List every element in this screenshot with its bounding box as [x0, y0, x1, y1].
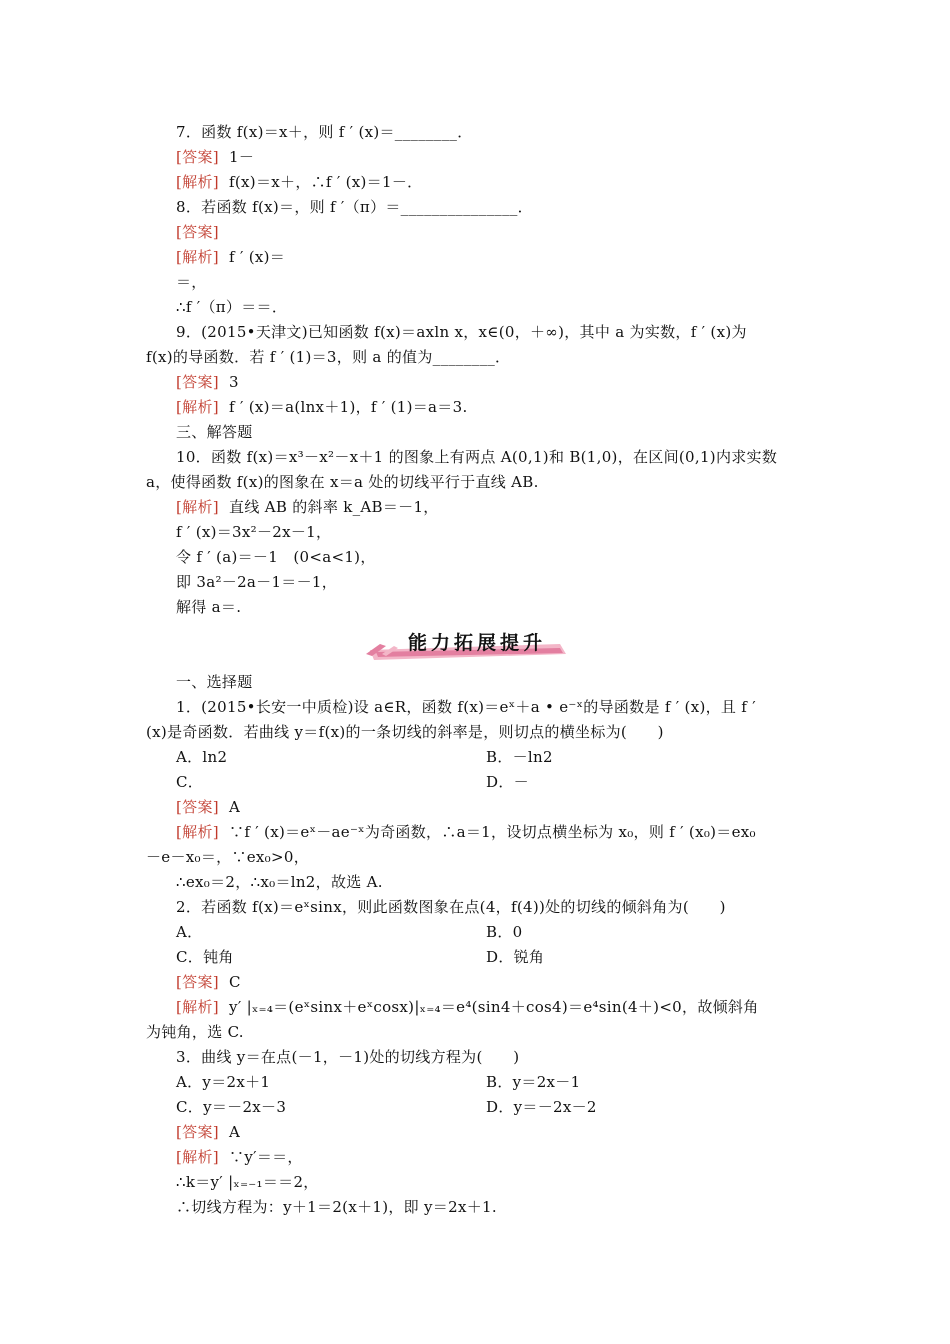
text-line: 为钝角，选 C.: [146, 1023, 244, 1041]
problem-1-stem-cont: (x)是奇函数．若曲线 y＝f(x)的一条切线的斜率是，则切点的横坐标为( ): [146, 723, 664, 741]
problem-1-stem: 1．(2015•长安一中质检)设 a∈R，函数 f(x)＝eˣ＋a • e⁻ˣ的导函数是 f ′ (x)，且 f ′: [176, 698, 756, 716]
answer-text: 1－: [229, 148, 255, 166]
answer-line: [176, 1122, 240, 1142]
analysis-line: [176, 822, 756, 842]
option-b: B．0: [486, 923, 523, 941]
problem-9-stem: 9．(2015•天津文)已知函数 f(x)＝axln x，x∈(0，＋∞)，其中 a 为实数，f ′ (x)为: [176, 323, 747, 341]
analysis-text: y′ |ₓ₌₄＝(eˣsinx＋eˣcosx)|ₓ₌₄＝e⁴(sin4＋cos4)＝e⁴sin(4＋)<0，故倾斜角: [229, 998, 759, 1016]
problem-9-stem-cont: f(x)的导函数．若 f ′ (1)＝3，则 a 的值为________．: [146, 348, 511, 366]
banner-title: 能力拓展提升: [408, 632, 547, 654]
option-b: B．－ln2: [486, 748, 553, 766]
text-line: ∴切线方程为：y＋1＝2(x＋1)，即 y＝2x＋1.: [176, 1198, 497, 1216]
option-b: B．y＝2x－1: [486, 1073, 581, 1091]
option-c: C．: [176, 773, 204, 791]
problem-10-stem-cont: a，使得函数 f(x)的图象在 x＝a 处的切线平行于直线 AB.: [146, 473, 539, 491]
analysis-line: [176, 247, 285, 267]
analysis-text: f(x)＝x＋，∴f ′ (x)＝1－．: [229, 173, 423, 191]
answer-tag: [答案]: [176, 373, 219, 391]
analysis-line: [176, 172, 422, 192]
text-line: ∴k＝y′ |ₓ₌₋₁＝＝2，: [176, 1173, 319, 1191]
analysis-tag: [解析]: [176, 823, 219, 841]
text-line: 解得 a＝.: [176, 598, 242, 616]
answer-tag: [答案]: [176, 1123, 219, 1141]
answer-text: 3: [229, 373, 239, 391]
section-heading: 一、选择题: [176, 673, 253, 691]
text-line: 令 f ′ (a)＝－1 (0<a<1)，: [176, 548, 376, 566]
analysis-text: 直线 AB 的斜率 k_AB＝－1，: [229, 498, 439, 516]
analysis-line: [176, 397, 468, 417]
analysis-line: [176, 497, 439, 517]
analysis-text: f ′ (x)＝: [229, 248, 286, 266]
option-a: A．ln2: [176, 748, 228, 766]
answer-line: [176, 372, 239, 392]
text-line: ∴f ′（π）＝＝．: [176, 298, 288, 316]
problem-3-stem: 3．曲线 y＝在点(－1，－1)处的切线方程为( ): [176, 1048, 520, 1066]
answer-text: A: [229, 798, 241, 816]
answer-tag: [答案]: [176, 148, 219, 166]
analysis-line: [176, 997, 759, 1017]
text-line: ∴ex₀＝2，∴x₀＝ln2，故选 A.: [176, 873, 383, 891]
option-c: C．钝角: [176, 948, 234, 966]
analysis-text: ∵y′＝＝，: [229, 1148, 303, 1166]
option-d: D．y＝－2x－2: [486, 1098, 597, 1116]
analysis-line: [176, 1147, 303, 1167]
option-a: A．: [176, 923, 203, 941]
text-line: f ′ (x)＝3x²－2x－1，: [176, 523, 332, 541]
section-banner: [360, 624, 572, 662]
option-d: D．锐角: [486, 948, 545, 966]
answer-text: C: [229, 973, 241, 991]
option-d: D．－: [486, 773, 529, 791]
answer-line: [176, 147, 254, 167]
section-heading: 三、解答题: [176, 423, 253, 441]
analysis-tag: [解析]: [176, 998, 219, 1016]
answer-line: [176, 972, 241, 992]
problem-8-stem: 8．若函数 f(x)＝，则 f ′（π）＝_______________．: [176, 198, 533, 216]
analysis-text: f ′ (x)＝a(lnx＋1)，f ′ (1)＝a＝3.: [229, 398, 468, 416]
answer-line: [176, 797, 240, 817]
text-line: ＝，: [176, 273, 207, 291]
analysis-tag: [解析]: [176, 248, 219, 266]
problem-10-stem: 10．函数 f(x)＝x³－x²－x＋1 的图象上有两点 A(0,1)和 B(1,0)，在区间(0,1)内求实数: [176, 448, 778, 466]
problem-2-stem: 2．若函数 f(x)＝eˣsinx，则此函数图象在点(4，f(4))处的切线的倾斜角为( ): [176, 898, 726, 916]
text-line: 即 3a²－2a－1＝－1，: [176, 573, 338, 591]
option-a: A．y＝2x＋1: [176, 1073, 271, 1091]
analysis-text: ∵f ′ (x)＝eˣ－ae⁻ˣ为奇函数，∴a＝1，设切点横坐标为 x₀，则 f ′ (x₀)＝ex₀: [229, 823, 756, 841]
text-line: －e－x₀＝，∵ex₀>0，: [146, 848, 310, 866]
analysis-tag: [解析]: [176, 498, 219, 516]
option-c: C．y＝－2x－3: [176, 1098, 287, 1116]
answer-line: [176, 222, 229, 242]
answer-tag: [答案]: [176, 973, 219, 991]
answer-text: A: [229, 1123, 241, 1141]
analysis-tag: [解析]: [176, 173, 219, 191]
analysis-tag: [解析]: [176, 1148, 219, 1166]
answer-tag: [答案]: [176, 223, 219, 241]
analysis-tag: [解析]: [176, 398, 219, 416]
answer-tag: [答案]: [176, 798, 219, 816]
problem-7-stem: 7．函数 f(x)＝x＋，则 f ′ (x)＝________．: [176, 123, 473, 141]
